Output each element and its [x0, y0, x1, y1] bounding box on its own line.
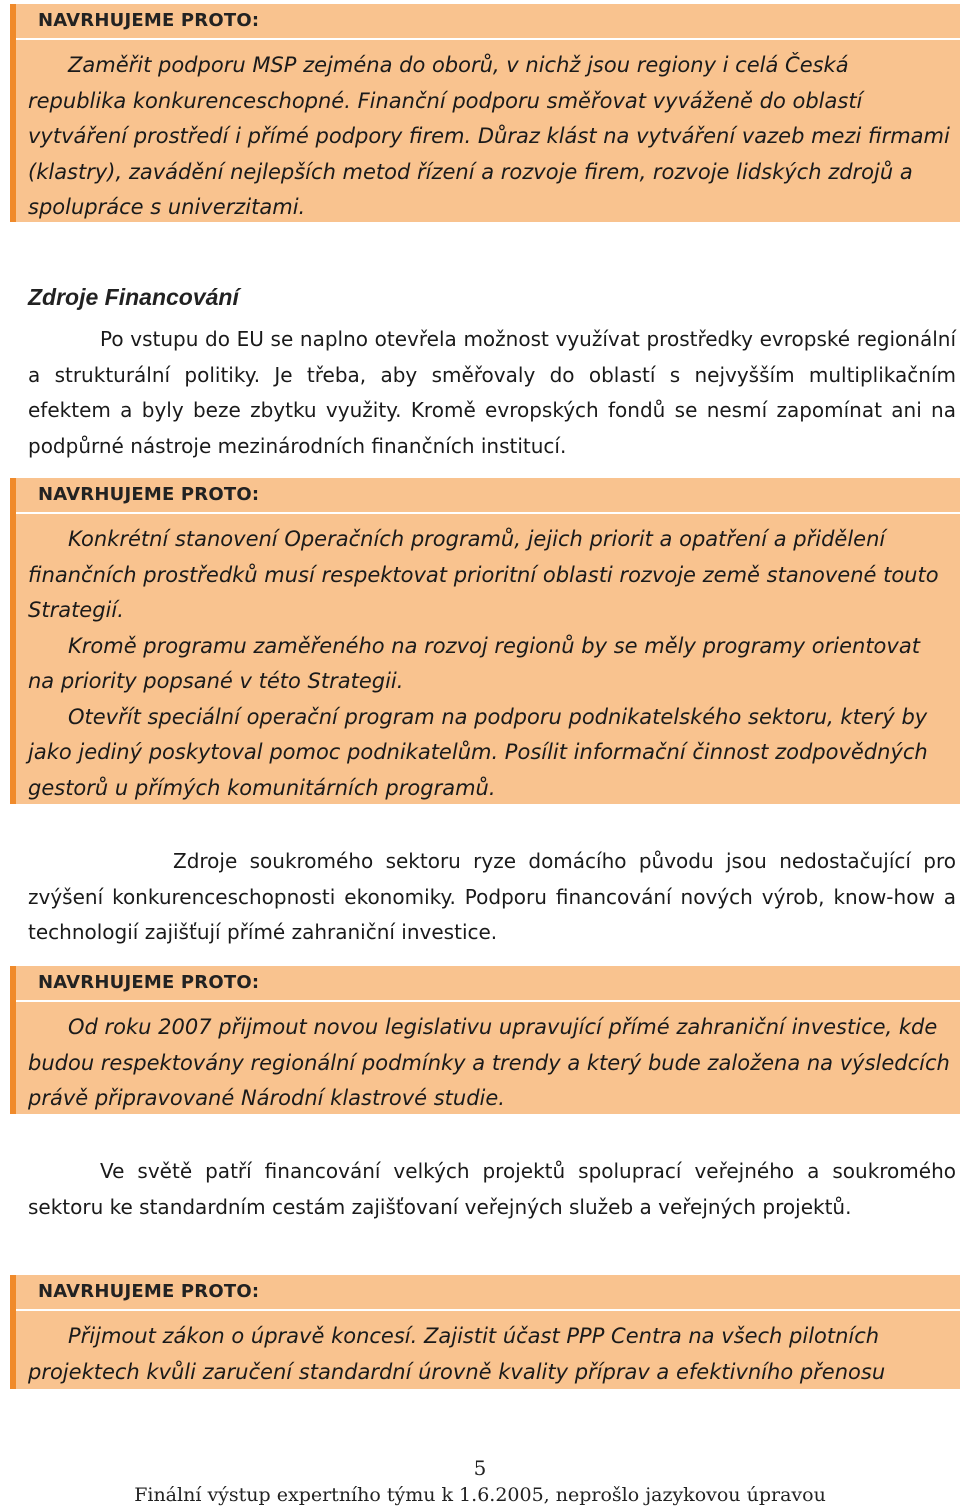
- recommendation-box-1: [10, 4, 960, 222]
- recommendation-header: NAVRHUJEME PROTO:: [16, 4, 960, 40]
- recommendation-box-3: [10, 966, 960, 1114]
- recommendation-paragraph: Konkrétní stanovení Operačních programů, jejich priorit a opatření a přidělení finančních prostředků musí respektovat prioritní oblasti rozvoje země stanovené touto Strategií.: [28, 527, 939, 622]
- recommendation-box-2: [10, 478, 960, 804]
- body-paragraph-2: [28, 844, 956, 951]
- page-number: 5: [473, 1456, 487, 1480]
- recommendation-header: NAVRHUJEME PROTO:: [16, 478, 960, 514]
- body-paragraph-1: [28, 322, 956, 464]
- recommendation-paragraph: Otevřít speciální operační program na podporu podnikatelského sektoru, který by jako jediný poskytoval pomoc podnikatelům. Posílit informační činnost zodpovědných gestorů u přímých komunitárních programů.: [28, 704, 928, 800]
- paragraph-text: Zdroje soukromého sektoru ryze domácího původu jsou nedostačující pro zvýšení konkurenceschopnosti ekonomiky. Podporu financování nových výrob, know-how a technologií zajišťují přímé zahraniční investice.: [28, 849, 956, 944]
- recommendation-text: [16, 1002, 960, 1123]
- paragraph-text: Ve světě patří financování velkých projektů spoluprací veřejného a soukromého sektoru ke standardním cestám zajišťovaní veřejných služeb a veřejných projektů.: [28, 1159, 956, 1219]
- recommendation-paragraph: Kromě programu zaměřeného na rozvoj regionů by se měly programy orientovat na priority popsané v této Strategii.: [28, 633, 920, 693]
- paragraph-text: Po vstupu do EU se naplno otevřela možnost využívat prostředky evropské regionální a strukturální politiky. Je třeba, aby směřovaly do oblastí s nejvyšším multiplikačním efektem a byly beze zbytku využity. Kromě evropských fondů se nesmí zapomínat ani na podpůrné nástroje mezinárodních finančních institucí.: [28, 327, 956, 458]
- recommendation-box-4: [10, 1275, 960, 1389]
- recommendation-paragraph: Zaměřit podporu MSP zejména do oborů, v nichž jsou regiony i celá Česká republika konkurenceschopné. Finanční podporu směřovat vyváženě do oblastí vytváření prostředí i přímé podpory firem. Důraz klást na vytváření vazeb mezi firmami (klastry), zavádění nejlepších metod řízení a rozvoje firem, rozvoje lidských zdrojů a spolupráce s univerzitami.: [28, 53, 950, 219]
- recommendation-text: [16, 40, 960, 232]
- body-paragraph-3: [28, 1154, 956, 1225]
- recommendation-text: [16, 1311, 960, 1396]
- recommendation-header: NAVRHUJEME PROTO:: [16, 966, 960, 1002]
- recommendation-paragraph: Od roku 2007 přijmout novou legislativu upravující přímé zahraniční investice, kde budou respektovány regionální podmínky a trendy a který bude založena na výsledcích právě připravované Národní klastrové studie.: [28, 1015, 950, 1110]
- recommendation-text: [16, 514, 960, 812]
- section-heading: Zdroje Financování: [28, 284, 239, 310]
- recommendation-paragraph: Přijmout zákon o úpravě koncesí. Zajistit účast PPP Centra na všech pilotních projektech kvůli zaručení standardní úrovně kvality příprav a efektivního přenosu: [28, 1324, 886, 1384]
- footer-note: Finální výstup expertního týmu k 1.6.2005, neprošlo jazykovou úpravou: [134, 1484, 826, 1506]
- recommendation-header: NAVRHUJEME PROTO:: [16, 1275, 960, 1311]
